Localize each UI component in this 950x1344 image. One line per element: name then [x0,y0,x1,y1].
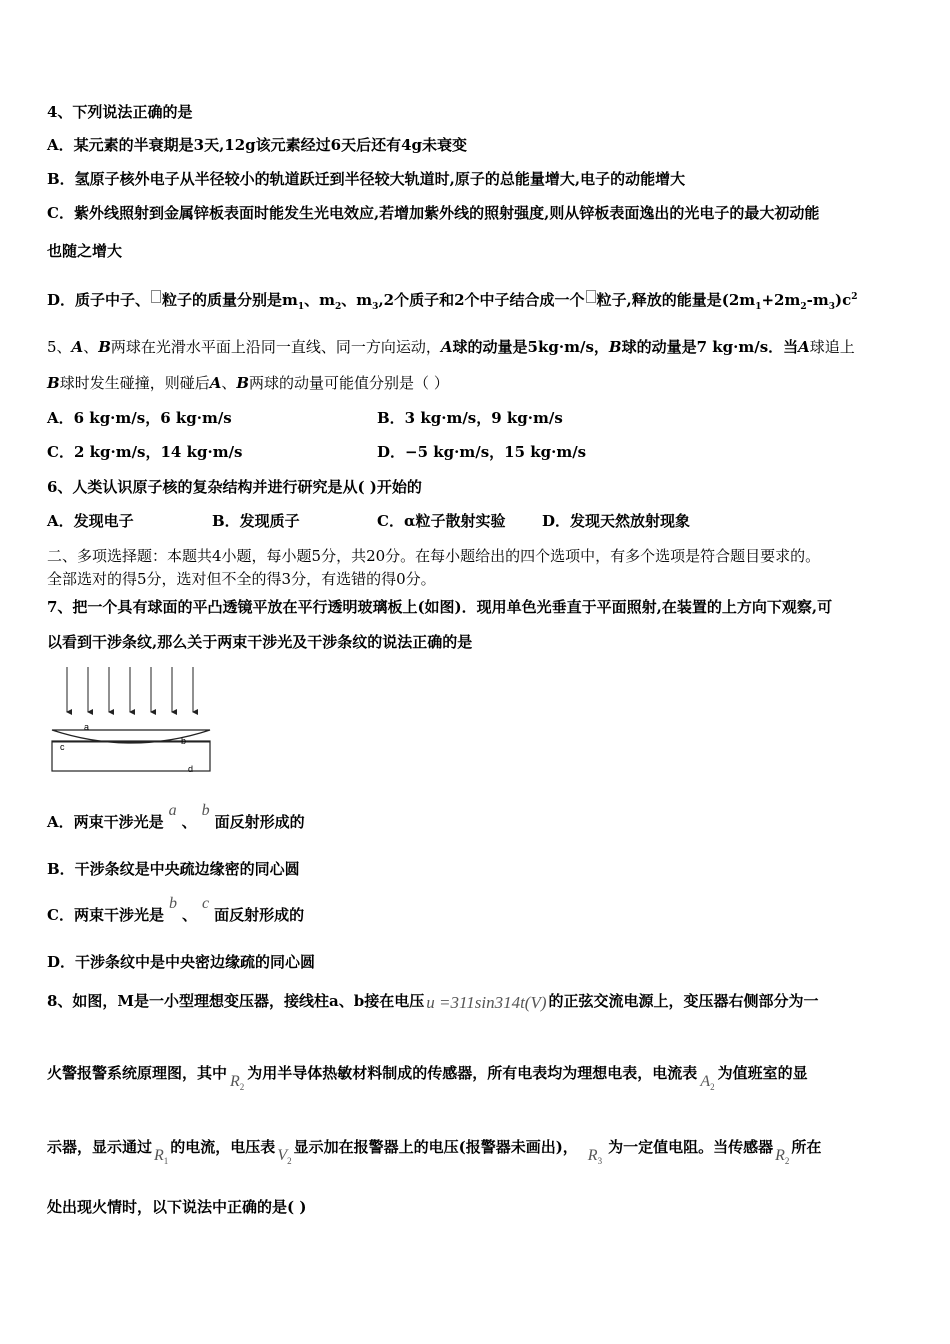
lens-interference-figure [48,662,216,777]
figure-label-d: d [188,764,194,774]
voltage-formula: u =311sin314t(V) [426,993,547,1012]
q6-option-a[interactable]: A．发现电子 [47,512,134,530]
q8-stem-line3: 示器，显示通过 $R_1$的电流，电压表 $V_2$显示加在报警器上的电压(报警器未画出)， $R_3$为一定值电阻。当传感器 $R_2$所在 [47,1138,822,1166]
figure-label-c: c [60,742,65,752]
q7-option-d[interactable]: D．干涉条纹中是中央密边缘疏的同心圆 [47,953,316,971]
q7-option-c[interactable]: C．两束干涉光是b、c面反射形成的 [47,895,305,924]
q7-stem-line2: 以看到干涉条纹,那么关于两束干涉光及干涉条纹的说法正确的是 [47,633,473,651]
q5-option-a[interactable]: A．6 kg·m/s，6 kg·m/s [47,409,232,427]
q4-stem: 4、下列说法正确的是 [47,103,193,121]
q5-option-c[interactable]: C．2 kg·m/s，14 kg·m/s [47,443,243,461]
section2-instructions-2: 全部选对的得5分，选对但不全的得3分，有选错的得0分。 [47,570,436,588]
q4-option-d[interactable]: D．质子中子、 粒子的质量分别是$m_1$、$m_2$、$m_3,2$个质子和2个中子结合成一个 粒子,释放的能量是$(2m_1+2m_2-m_3)c^2$ [47,291,858,312]
figure-label-b: b [181,736,187,746]
missing-symbol-icon [586,290,596,303]
q5-stem-line2: B球时发生碰撞，则碰后A、B两球的动量可能值分别是（ ） [47,374,449,392]
q6-option-b[interactable]: B．发现质子 [212,512,300,530]
q4-option-c[interactable]: C．紫外线照射到金属锌板表面时能发生光电效应,若增加紫外线的照射强度,则从锌板表面逸出的光电子的最大初动能 [47,204,820,222]
q7-stem-line1: 7、把一个具有球面的平凸透镜平放在平行透明玻璃板上(如图)．现用单色光垂直于平面照射,在装置的上方向下观察,可 [47,598,833,616]
q6-option-c[interactable]: C．α粒子散射实验 [377,512,506,530]
q5-option-b[interactable]: B．3 kg·m/s，9 kg·m/s [377,409,563,427]
q8-stem-line2: 火警报警系统原理图，其中 $R_2$为用半导体热敏材料制成的传感器，所有电表均为理想电表，电流表 $A_2$为值班室的显 [47,1064,808,1092]
q6-option-d[interactable]: D．发现天然放射现象 [542,512,691,530]
q8-stem-line4: 处出现火情时，以下说法中正确的是( ) [47,1198,307,1216]
q4-option-c-cont: 也随之增大 [47,242,123,260]
q4-option-a[interactable]: A．某元素的半衰期是3天,12g该元素经过6天后还有4g未衰变 [47,136,468,154]
q5-option-d[interactable]: D．−5 kg·m/s，15 kg·m/s [377,443,587,461]
section2-instructions-1: 二、多项选择题：本题共4小题，每小题5分，共20分。在每小题给出的四个选项中，有多个选项是符合题目要求的。 [47,547,821,565]
q8-stem-line1: 8、如图，M是一小型理想变压器，接线柱a、b接在电压 u =311sin314t(V) 的正弦交流电源上，变压器右侧部分为一 [47,992,819,1012]
q5-stem-line1: 5、A、B两球在光滑水平面上沿同一直线、同一方向运动，A球的动量是5kg·m/s，B球的动量是7 kg·m/s．当A球追上 [47,338,855,356]
q7-option-a[interactable]: A．两束干涉光是a、b面反射形成的 [47,802,305,831]
q4-option-b[interactable]: B．氢原子核外电子从半径较小的轨道跃迁到半径较大轨道时,原子的总能量增大,电子的动能增大 [47,170,686,188]
q7-option-b[interactable]: B．干涉条纹是中央疏边缘密的同心圆 [47,860,300,878]
q6-stem: 6、人类认识原子核的复杂结构并进行研究是从( )开始的 [47,478,422,496]
missing-symbol-icon [151,290,161,303]
figure-label-a: a [84,722,90,732]
